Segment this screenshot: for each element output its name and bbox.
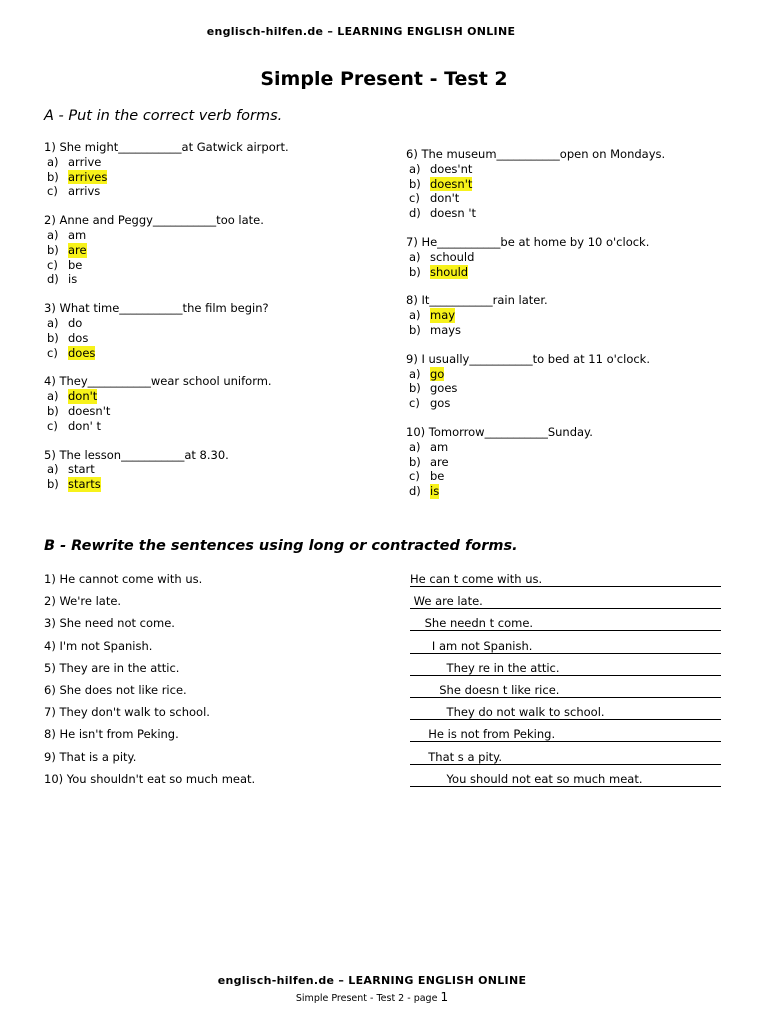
rewrite-question: 4) I'm not Spanish. [44, 638, 153, 653]
questions-left-column [44, 140, 374, 506]
question-block [406, 147, 736, 221]
answer-option [44, 258, 374, 273]
answer-option [406, 250, 736, 265]
option-text: am [430, 439, 449, 454]
option-letter: c) [47, 184, 58, 199]
answer-option [406, 265, 736, 280]
answer-option [406, 484, 736, 499]
rewrite-row [44, 616, 724, 638]
rewrite-question: 6) She does not like rice. [44, 682, 187, 697]
rewrite-row [44, 750, 724, 772]
option-text-highlighted: should [430, 264, 469, 279]
option-letter: a) [409, 249, 421, 264]
answer-option [406, 367, 736, 382]
question-block [44, 301, 374, 360]
option-letter: a) [47, 462, 59, 477]
question-block [406, 352, 736, 411]
answer-option [44, 404, 374, 419]
answer-option [44, 477, 374, 492]
footer-site: englisch-hilfen.de – LEARNING ENGLISH ONLINE [217, 974, 527, 987]
option-letter: a) [47, 154, 59, 169]
answer-option [44, 419, 374, 434]
answer-option [406, 191, 736, 206]
option-text: dos [68, 330, 89, 345]
question-text: 8) It___________rain later. [406, 293, 548, 308]
option-text: be [430, 469, 445, 484]
question-block [44, 448, 374, 492]
option-letter: a) [47, 315, 59, 330]
option-text: am [68, 227, 87, 242]
rewrite-question: 7) They don't walk to school. [44, 705, 210, 720]
option-letter: d) [47, 272, 59, 287]
option-letter: b) [47, 477, 59, 492]
option-text: do [68, 315, 83, 330]
question-text: 10) Tomorrow___________Sunday. [406, 424, 593, 439]
option-letter: a) [47, 227, 59, 242]
option-text: arrivs [68, 184, 101, 199]
option-text-highlighted: starts [68, 477, 101, 492]
footer-page-info [0, 990, 744, 1004]
rewrite-answer-line: He can t come with us. [410, 572, 721, 587]
rewrite-answer-line: She needn t come. [410, 616, 721, 631]
option-letter: b) [47, 242, 59, 257]
option-text-highlighted: arrives [68, 169, 108, 184]
rewrite-question: 1) He cannot come with us. [44, 572, 203, 586]
option-text: start [68, 462, 95, 477]
option-text-highlighted: go [430, 366, 445, 381]
rewrite-question: 8) He isn't from Peking. [44, 727, 179, 742]
section-b-heading: B - Rewrite the sentences using long or contracted forms. [44, 538, 518, 554]
option-text: arrive [68, 154, 102, 169]
option-text: mays [430, 322, 462, 337]
question-text: 3) What time___________the film begin? [44, 301, 269, 316]
rewrite-answer-line: They do not walk to school. [410, 705, 721, 720]
rewrite-question: 5) They are in the attic. [44, 660, 180, 675]
question-text: 4) They___________wear school uniform. [44, 374, 272, 389]
question-text: 6) The museum___________open on Mondays. [406, 147, 666, 161]
question-block [406, 425, 736, 499]
option-letter: b) [409, 264, 421, 279]
site-header: englisch-hilfen.de – LEARNING ENGLISH ONLINE [206, 25, 516, 38]
rewrite-answer-line: That s a pity. [410, 750, 721, 765]
option-text-highlighted: may [430, 308, 456, 323]
question-block [406, 235, 736, 279]
question-text: 1) She might___________at Gatwick airport. [44, 140, 289, 154]
rewrite-question: 9) That is a pity. [44, 749, 137, 764]
section-a-heading: A - Put in the correct verb forms. [44, 108, 283, 124]
option-letter: b) [409, 381, 421, 396]
rewrite-question: 2) We're late. [44, 594, 122, 609]
answer-option [406, 206, 736, 221]
rewrite-answer-line: You should not eat so much meat. [410, 772, 721, 787]
answer-option [44, 272, 374, 287]
option-letter: b) [409, 322, 421, 337]
answer-option [44, 389, 374, 404]
answer-option [406, 162, 736, 177]
option-text-highlighted: doesn't [430, 176, 473, 191]
answer-option [44, 155, 374, 170]
option-letter: c) [409, 191, 420, 206]
option-text: doesn 't [430, 206, 477, 221]
answer-option [406, 469, 736, 484]
option-letter: c) [47, 345, 58, 360]
question-block [44, 213, 374, 287]
answer-option [44, 331, 374, 346]
rewrite-answer-line: I am not Spanish. [410, 639, 721, 654]
question-block [44, 140, 374, 199]
answer-option [406, 440, 736, 455]
rewrite-question: 10) You shouldn't eat so much meat. [44, 771, 256, 786]
option-text: are [430, 454, 449, 469]
option-text: does'nt [430, 161, 473, 176]
answer-option [406, 177, 736, 192]
option-text-highlighted: does [68, 345, 96, 360]
option-letter: b) [409, 176, 421, 191]
option-letter: c) [409, 396, 420, 411]
option-text-highlighted: don't [68, 389, 98, 404]
answer-option [406, 308, 736, 323]
option-letter: b) [47, 403, 59, 418]
option-text: be [68, 257, 83, 272]
questions-right-column [406, 147, 736, 513]
rewrite-answer-line: He is not from Peking. [410, 727, 721, 742]
option-letter: a) [409, 161, 421, 176]
option-letter: a) [47, 389, 59, 404]
answer-option [406, 455, 736, 470]
option-letter: a) [409, 308, 421, 323]
option-letter: a) [409, 366, 421, 381]
footer-page-number: 1 [440, 990, 449, 1004]
rewrite-row [44, 727, 724, 749]
answer-option [44, 228, 374, 243]
option-text: doesn't [68, 403, 111, 418]
footer-page-label: Simple Present - Test 2 - page [295, 993, 438, 1004]
question-block [44, 374, 374, 433]
option-text-highlighted: is [430, 484, 440, 499]
option-letter: d) [409, 484, 421, 499]
option-letter: a) [409, 439, 421, 454]
answer-option [44, 243, 374, 258]
rewrite-answer-line: She doesn t like rice. [410, 683, 721, 698]
option-text: don' t [68, 418, 101, 433]
option-letter: b) [47, 330, 59, 345]
option-letter: d) [409, 206, 421, 221]
rewrite-answer-line: They re in the attic. [410, 661, 721, 676]
answer-option [406, 396, 736, 411]
rewrite-list [44, 572, 724, 794]
option-letter: b) [47, 169, 59, 184]
page-title: Simple Present - Test 2 [260, 68, 508, 90]
rewrite-row [44, 594, 724, 616]
option-text: goes [430, 381, 458, 396]
rewrite-row [44, 705, 724, 727]
option-text: is [68, 272, 78, 287]
answer-option [44, 184, 374, 199]
option-text: gos [430, 396, 451, 411]
answer-option [406, 323, 736, 338]
option-text: schould [430, 249, 475, 264]
option-letter: c) [409, 469, 420, 484]
rewrite-row [44, 639, 724, 661]
rewrite-answer-line: We are late. [410, 594, 721, 609]
option-text-highlighted: are [68, 242, 87, 257]
question-text: 5) The lesson___________at 8.30. [44, 447, 229, 462]
option-letter: b) [409, 454, 421, 469]
question-text: 2) Anne and Peggy___________too late. [44, 213, 264, 228]
answer-option [406, 381, 736, 396]
option-text: don't [430, 191, 460, 206]
answer-option [44, 462, 374, 477]
question-block [406, 293, 736, 337]
question-text: 7) He___________be at home by 10 o'clock. [406, 234, 650, 249]
rewrite-row [44, 683, 724, 705]
rewrite-row [44, 772, 724, 794]
rewrite-row [44, 572, 724, 594]
option-letter: c) [47, 257, 58, 272]
rewrite-question: 3) She need not come. [44, 616, 175, 631]
answer-option [44, 346, 374, 361]
answer-option [44, 316, 374, 331]
option-letter: c) [47, 418, 58, 433]
question-text: 9) I usually___________to bed at 11 o'clock. [406, 351, 650, 366]
rewrite-row [44, 661, 724, 683]
answer-option [44, 170, 374, 185]
